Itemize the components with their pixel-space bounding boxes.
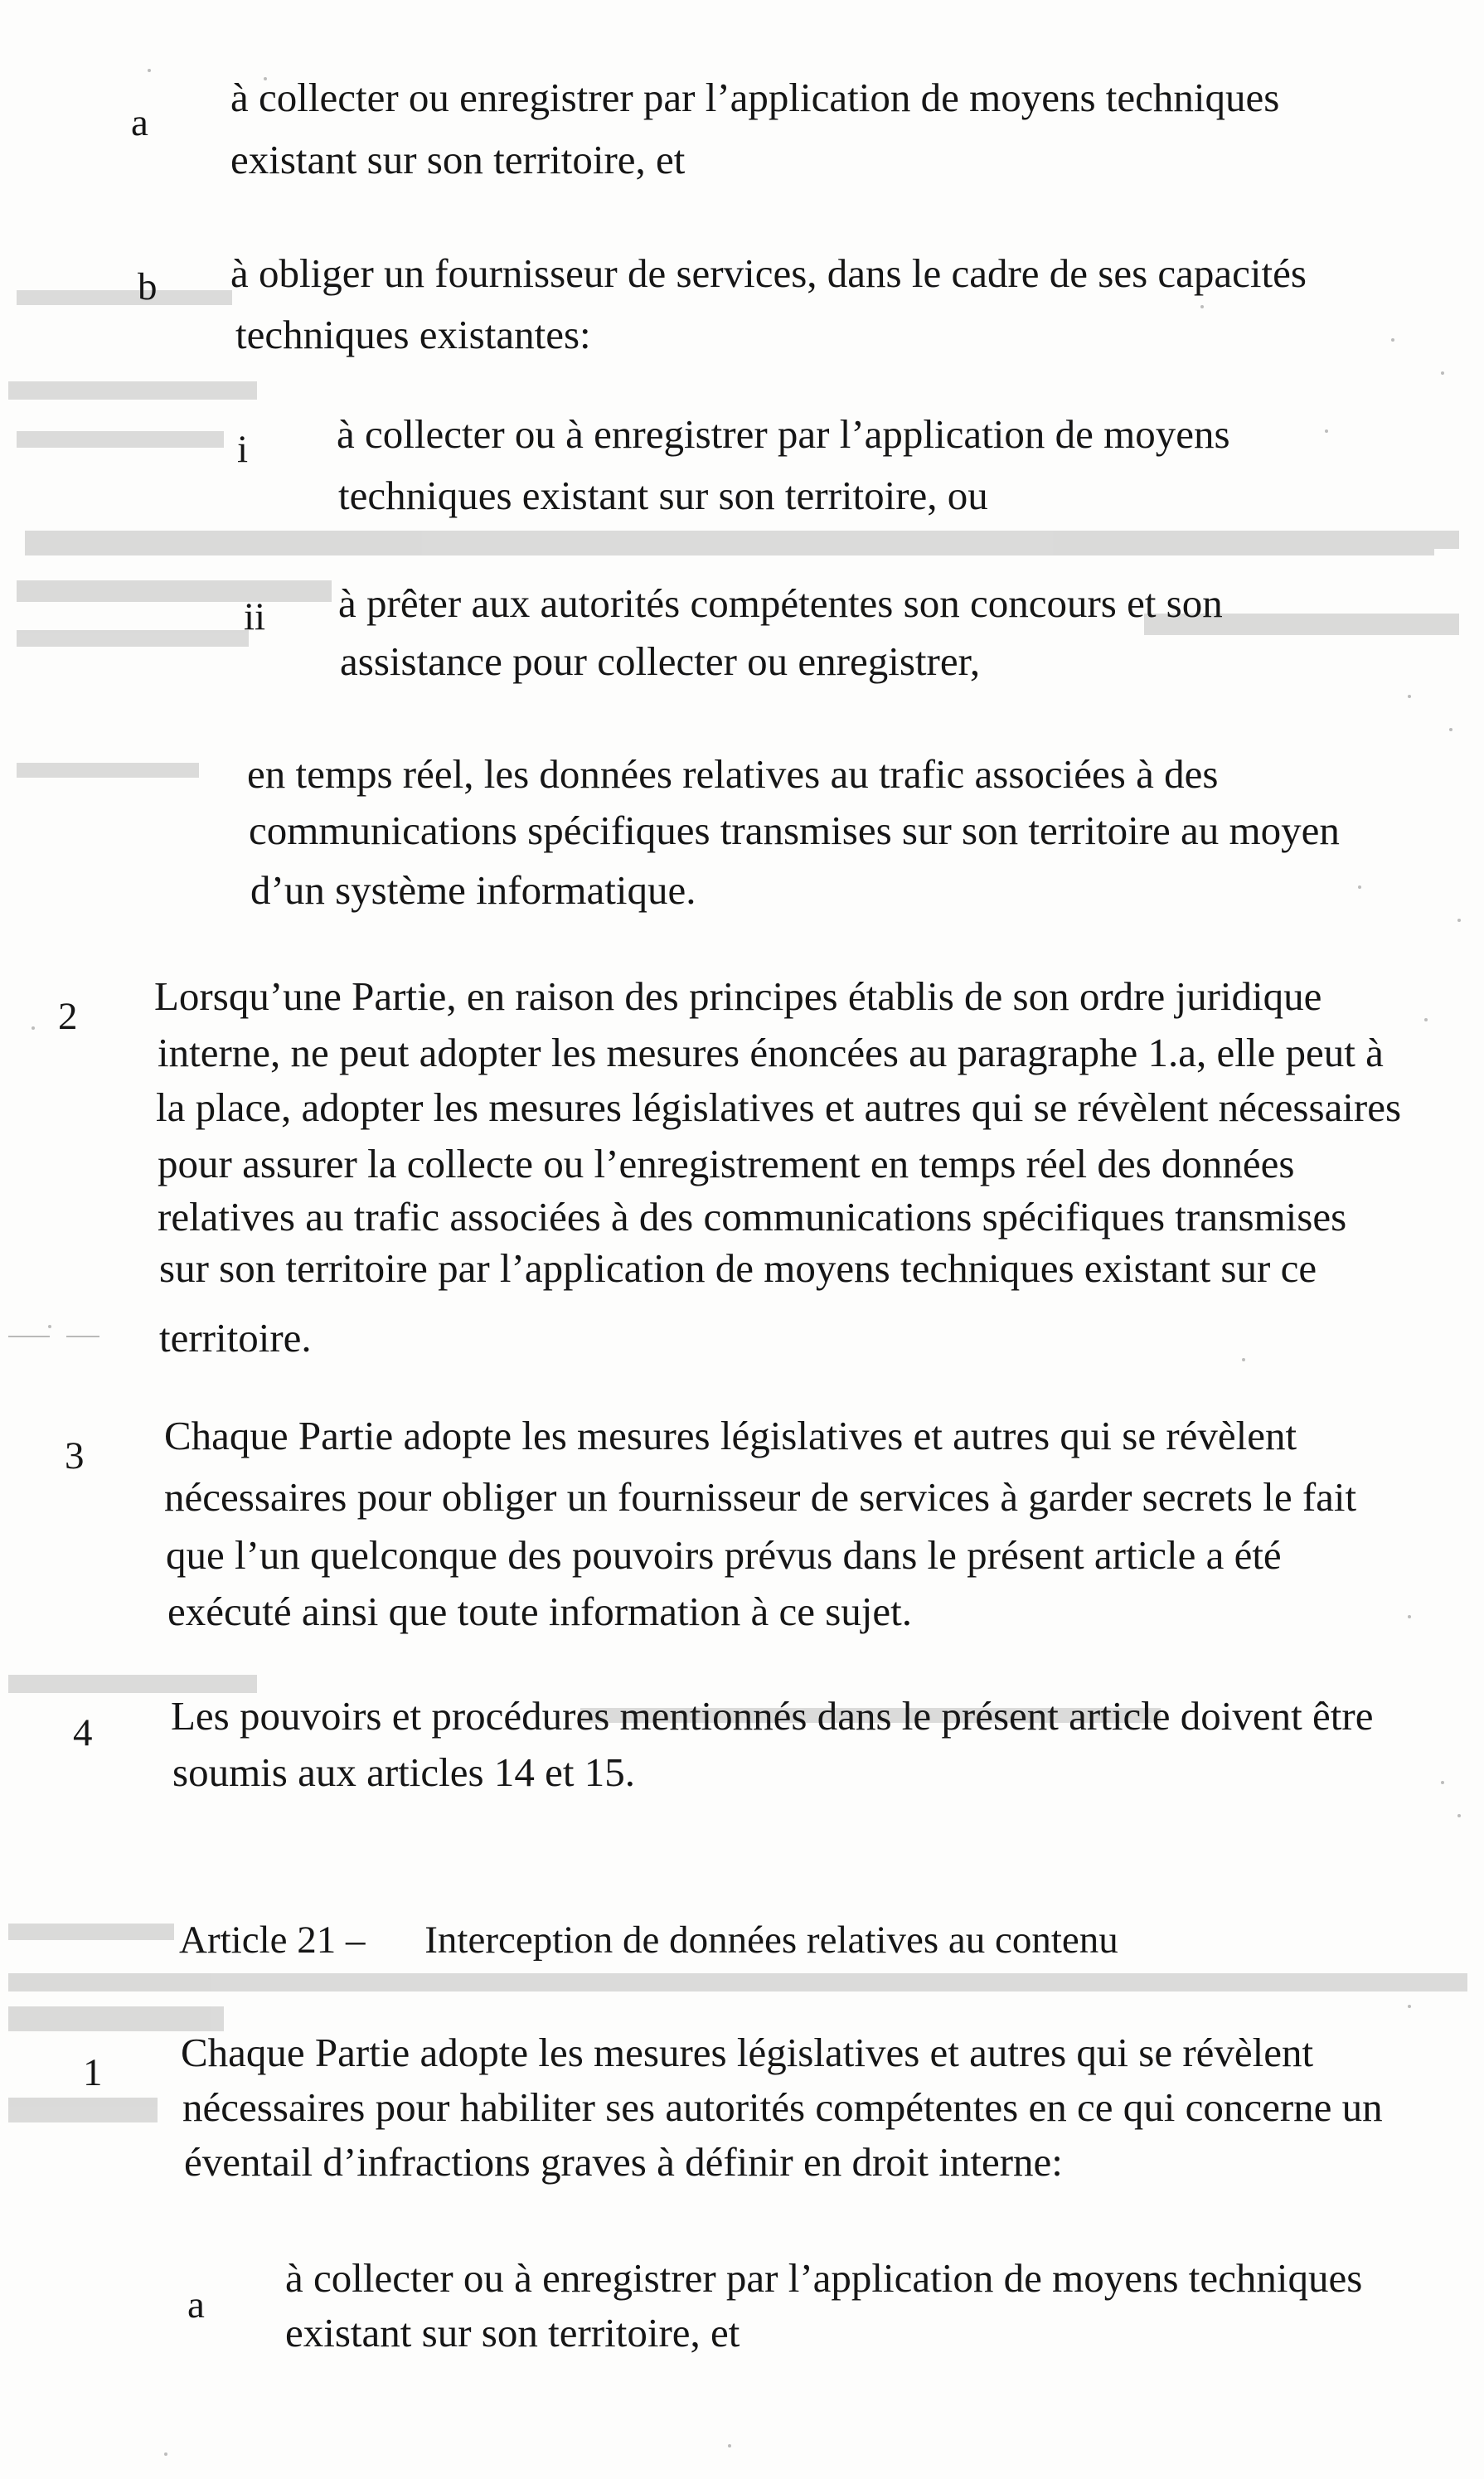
article-21-paragraph-1-line-2: nécessaires pour habiliter ses autorités compétentes en ce qui concerne un (182, 2084, 1383, 2130)
item-a-line-2: existant sur son territoire, et (230, 137, 686, 182)
paragraph-4-marker: 4 (73, 1711, 93, 1754)
continuation-line-2: communications spécifiques transmises sur son territoire au moyen (249, 808, 1340, 853)
item-i-line-1: à collecter ou à enregistrer par l’application de moyens (337, 411, 1230, 457)
article-21-paragraph-1-line-3: éventail d’infractions graves à définir en droit interne: (184, 2139, 1063, 2185)
item-i-marker: i (237, 428, 249, 471)
continuation-line-1: en temps réel, les données relatives au trafic associées à des (247, 751, 1219, 797)
article-21-heading (179, 1915, 1118, 1965)
item-ii-line-1: à prêter aux autorités compétentes son concours et son (338, 580, 1223, 626)
paragraph-2-marker: 2 (58, 995, 78, 1038)
article-21-title: Interception de données relatives au contenu (424, 1919, 1118, 1962)
paragraph-4-line-2: soumis aux articles 14 et 15. (172, 1749, 635, 1795)
paragraph-2-line-7: territoire. (159, 1315, 312, 1361)
article-21-item-a-line-2: existant sur son territoire, et (285, 2310, 740, 2355)
item-b-line-2: techniques existantes: (235, 312, 591, 357)
item-a-line-1: à collecter ou enregistrer par l’application de moyens techniques (230, 75, 1280, 120)
paragraph-2-line-2: interne, ne peut adopter les mesures énoncées au paragraphe 1.a, elle peut à (158, 1030, 1384, 1075)
article-21-paragraph-1-line-1: Chaque Partie adopte les mesures législatives et autres qui se révèlent (181, 2030, 1314, 2075)
paragraph-2-line-5: relatives au trafic associées à des communications spécifiques transmises (158, 1194, 1347, 1240)
item-a-marker: a (131, 101, 148, 144)
paragraph-3-line-1: Chaque Partie adopte les mesures législatives et autres qui se révèlent (164, 1413, 1297, 1458)
article-21-item-a-line-1: à collecter ou à enregistrer par l’application de moyens techniques (285, 2255, 1363, 2301)
paragraph-4-line-1: Les pouvoirs et procédures mentionnés dans le présent article doivent être (171, 1693, 1374, 1739)
paragraph-2-line-3: la place, adopter les mesures législatives et autres qui se révèlent nécessaires (156, 1084, 1402, 1130)
paragraph-2-line-4: pour assurer la collecte ou l’enregistrement en temps réel des données (158, 1141, 1295, 1186)
paragraph-3-line-3: que l’un quelconque des pouvoirs prévus dans le présent article a été (166, 1532, 1282, 1578)
paragraph-2-line-1: Lorsqu’une Partie, en raison des principes établis de son ordre juridique (154, 973, 1322, 1019)
article-21-paragraph-1-marker: 1 (83, 2051, 103, 2094)
paragraph-3-marker: 3 (65, 1434, 85, 1477)
item-b-line-1: à obliger un fournisseur de services, dans le cadre de ses capacités (230, 250, 1307, 296)
paragraph-3-line-2: nécessaires pour obliger un fournisseur de services à garder secrets le fait (164, 1474, 1357, 1520)
continuation-line-3: d’un système informatique. (250, 867, 696, 913)
item-ii-line-2: assistance pour collecter ou enregistrer, (340, 638, 981, 684)
paragraph-3-line-4: exécuté ainsi que toute information à ce sujet. (167, 1589, 913, 1634)
item-b-marker: b (138, 265, 158, 308)
item-ii-marker: ii (244, 595, 266, 638)
item-i-line-2: techniques existant sur son territoire, ou (338, 473, 988, 518)
article-21-number: Article 21 – (179, 1919, 366, 1962)
paragraph-2-line-6: sur son territoire par l’application de moyens techniques existant sur ce (159, 1245, 1317, 1291)
article-21-item-a-marker: a (187, 2283, 205, 2326)
